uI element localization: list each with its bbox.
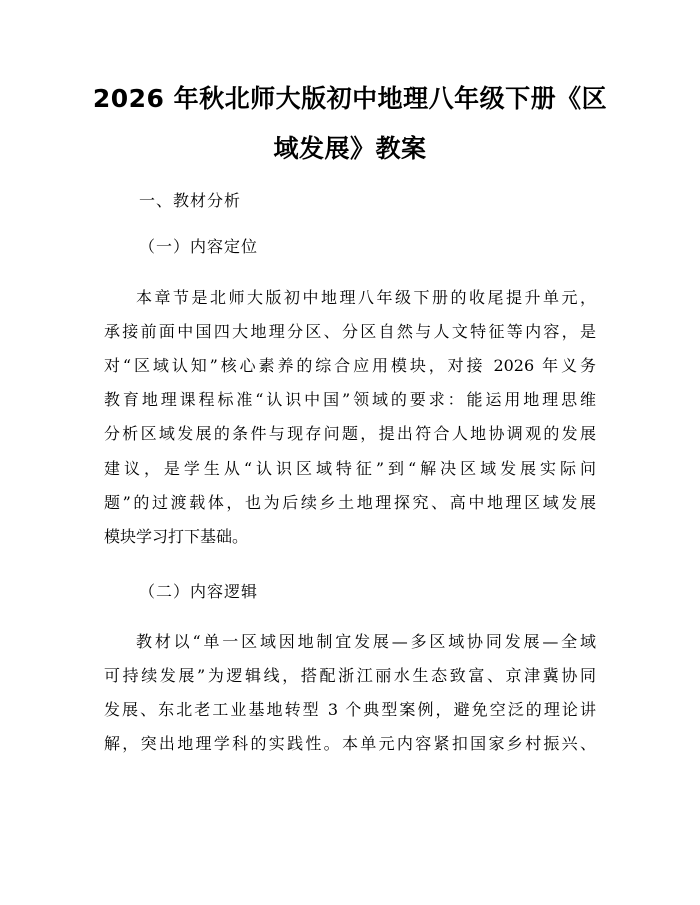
paragraph-line: 本章节是北师大版初中地理八年级下册的收尾提升单元， [136,288,596,307]
paragraph-line: 教材以“单一区域因地制宜发展—多区域协同发展—全域 [136,632,596,651]
paragraph-line: 模块学习打下基础。 [104,527,249,546]
section-heading-textbook-analysis: 一、教材分析 [139,191,242,210]
document-title-line-1: 2026 年秋北师大版初中地理八年级下册《区 [92,84,608,113]
paragraph-line: 教育地理课程标准“认识中国”领域的要求：能运用地理思维 [104,390,596,409]
paragraph-line: 可持续发展”为逻辑线，搭配浙江丽水生态致富、京津冀协同 [104,666,596,685]
paragraph-line: 承接前面中国四大地理分区、分区自然与人文特征等内容，是 [104,322,596,341]
paragraph-line: 对“区域认知”核心素养的综合应用模块，对接 2026 年义务 [104,356,596,375]
paragraph-line: 题”的过渡载体，也为后续乡土地理探究、高中地理区域发展 [104,493,596,512]
paragraph-line: 建议，是学生从“认识区域特征”到“解决区域发展实际问 [104,459,596,478]
subsection-heading-content-logic: （二）内容逻辑 [139,582,259,601]
paragraph-line: 发展、东北老工业基地转型 3 个典型案例，避免空泛的理论讲 [104,700,596,719]
paragraph-line: 解，突出地理学科的实践性。本单元内容紧扣国家乡村振兴、 [104,734,596,753]
document-title-line-2: 域发展》教案 [273,134,427,163]
paragraph-line: 分析区域发展的条件与现存问题，提出符合人地协调观的发展 [104,424,596,443]
subsection-heading-content-positioning: （一）内容定位 [139,237,259,256]
